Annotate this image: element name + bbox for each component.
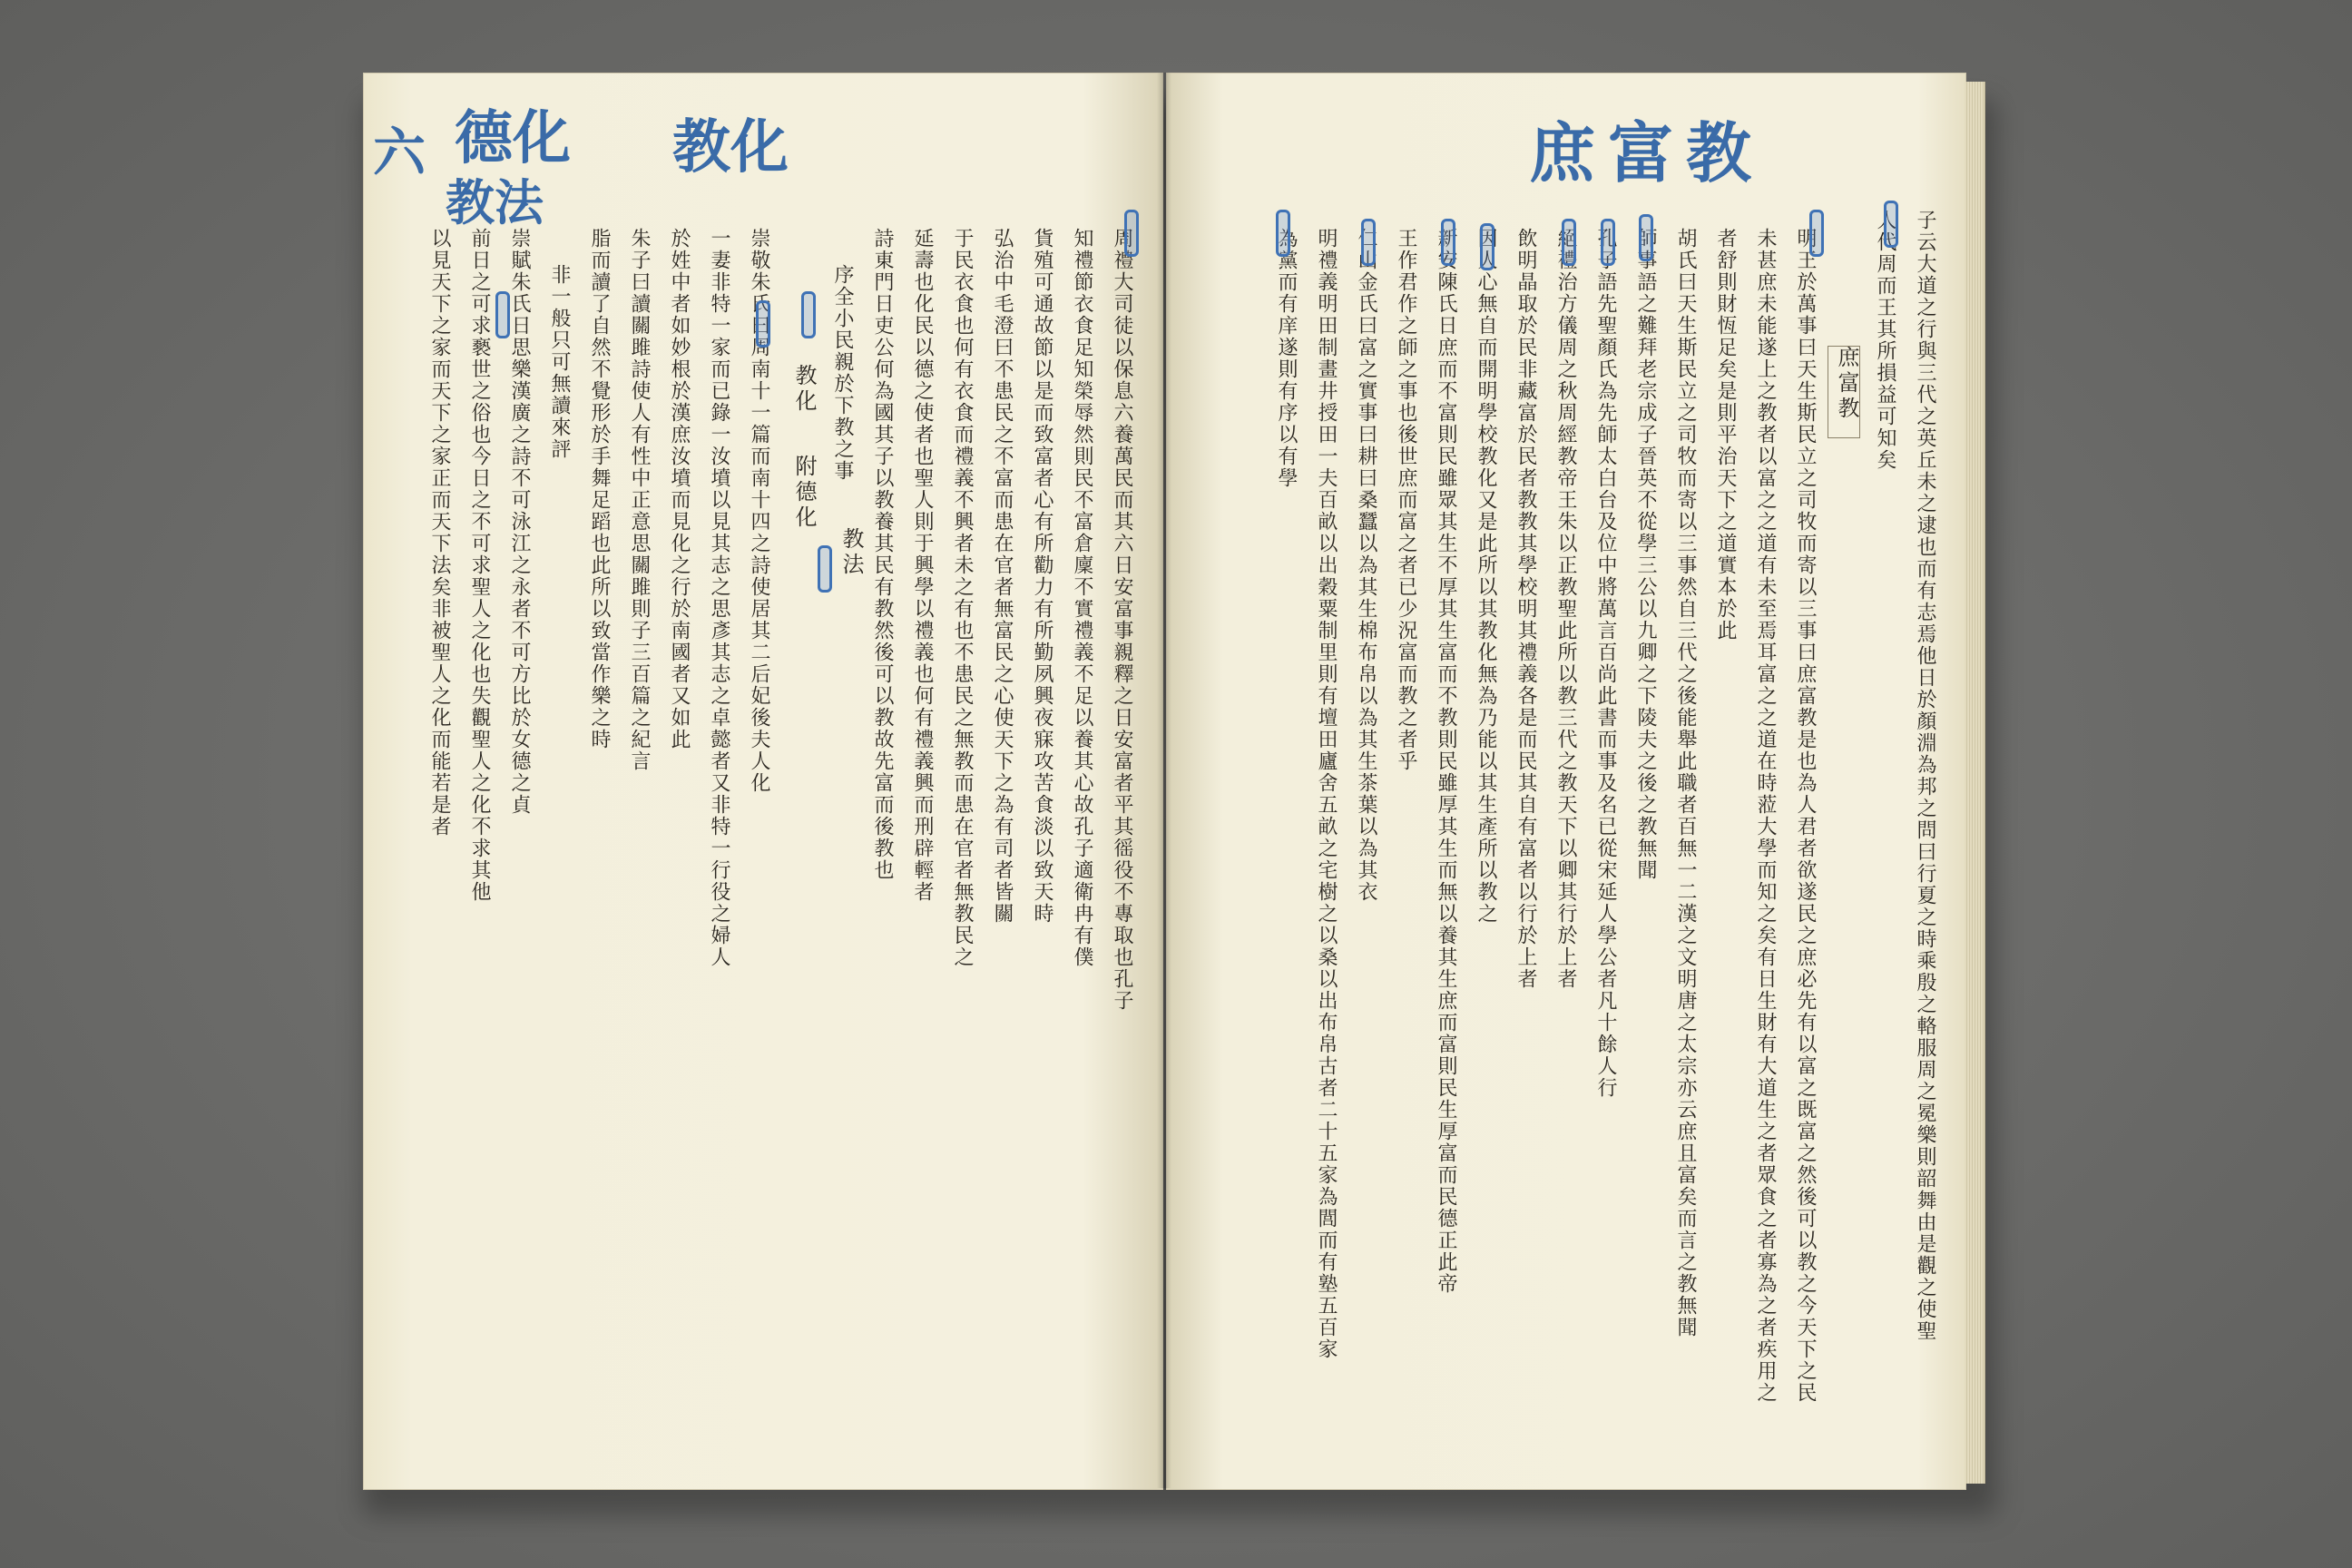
- blue-bracket-mark: [801, 291, 816, 338]
- right-text-column: 胡氏曰天生斯民立之司牧而寄以三事然自三代之後能舉此職者百無一二漢之文明唐之太宗亦云庶且富矣而言之教無聞: [1674, 228, 1697, 1338]
- spine-fold: [1157, 73, 1171, 1488]
- left-text-column: 前日之可求褻世之俗也今日之不可求聖人之化也失觀聖人之化不求其他: [468, 228, 491, 903]
- right-text-column: 飲明晶取於民非藏富於民者教教其學校明其禮義各是而民其自有富者以行於上者: [1514, 228, 1537, 990]
- right-text-column: 明王於萬事曰天生斯民立之司牧而寄以三事曰庶富教是也為人君者欲遂民之庶必先有以富之既富之然後可以教之今天下之民: [1794, 228, 1817, 1404]
- right-text-column: 師事語之難拜老宗成子晉英不從學三公以九卿之下陵夫之後之教無聞: [1634, 228, 1657, 881]
- blue-bracket-mark: [756, 300, 770, 348]
- blue-bracket-mark: [495, 291, 510, 338]
- blue-bracket-mark: [818, 545, 832, 593]
- right-text-column: 新安陳氏日庶而不富則民雖眾其生不厚其生富而不教則民雖厚其生而無以養其生庶而富則民生厚富而民德正此帝: [1435, 228, 1457, 1295]
- right-header-shufujiao: 庶富教: [1530, 114, 1765, 191]
- section-head-box: [1828, 346, 1860, 438]
- left-header-jiaohua: 教化: [672, 113, 789, 181]
- left-text-column: 脂而讀了自然不覺形於手舞足蹈也此所以致當作樂之時: [588, 228, 611, 750]
- right-text-column: 人代周而王其所損益可知矣: [1874, 210, 1896, 471]
- left-text-column: 延壽也化民以德之使者也聖人則于興學以禮義也何有禮義興而刑辟輕者: [911, 228, 934, 903]
- blue-bracket-mark: [1124, 210, 1139, 257]
- section-head-jiaofa: 教法: [838, 527, 864, 578]
- left-text-column: 貨殖可通故節以是而致富者心有所勸力有所勤夙興夜寐攻苦食淡以致天時: [1031, 228, 1054, 925]
- right-text-column: 未甚庶未能遂上之教者以富之之道有未至焉耳富之之道在時蒞大學而知之矣有日生財有大道生之者眾食之者寡為之者疾用之: [1754, 228, 1777, 1404]
- left-text-column: 崇敬朱氏曰周南十一篇而南十四之詩使居其二后妃後夫人化: [748, 228, 770, 794]
- left-page: [363, 73, 1163, 1490]
- right-text-column: 絕禮治方儀周之秋周經教帝王朱以正教聖此所以教三代之教天下以卿其行於上者: [1554, 228, 1577, 990]
- right-text-column: 因人心無自而開明學校教化又是此所以其教化無為乃能以其生產所以教之: [1475, 228, 1497, 925]
- right-text-column: 子云大道之行與三代之英丘未之逮也而有志焉他日於顏淵為邦之問曰行夏之時乘殷之輅服周之冕樂則韶舞由是觀之使聖: [1914, 210, 1936, 1342]
- left-text-column: 詩東門日吏公何為國其子以教養其民有教然後可以教故先富而後教也: [871, 228, 894, 881]
- left-text-column: 序全小民親於下教之事: [831, 264, 854, 482]
- blue-bracket-mark: [1562, 219, 1576, 266]
- section-head-jiaohua: 教化: [791, 364, 817, 415]
- blue-bracket-mark: [1276, 210, 1290, 257]
- left-text-column: 周禮大司徒以保息六養萬民而其六日安富事親釋之日安富者平其徭役不專取也孔子: [1111, 228, 1133, 1012]
- blue-bracket-mark: [1480, 223, 1494, 270]
- left-header-jiaofa: 教法: [446, 173, 544, 231]
- section-head-fudehua: 附德化: [791, 455, 817, 531]
- left-page-number: 六: [373, 122, 426, 183]
- page-edges: [1965, 82, 1985, 1484]
- left-text-column: 於姓中者如妙根於漢庶汝墳而見化之行於南國者又如此: [668, 228, 691, 750]
- left-text-column: 知禮節衣食足知榮辱然則民不富倉廩不實禮義不足以養其心故孔子適衛冉有僕: [1071, 228, 1093, 968]
- right-text-column: 明禮義明田制畫井授田一夫百畝以出穀粟制里則有壇田廬舍五畝之宅樹之以桑以出布帛古者二十五家為閭而有塾五百家: [1315, 228, 1338, 1360]
- left-text-column: 一妻非特一家而已錄一汝墳以見其志之思彥其志之卓懿者又非特一行役之婦人: [708, 228, 730, 968]
- left-text-column: 以見天下之家而天下之家正而天下法矣非被聖人之化而能若是者: [428, 228, 451, 838]
- blue-bracket-mark: [1809, 210, 1824, 257]
- right-text-column: 王作君作之師之事也後世庶而富之者已少況富而教之者乎: [1395, 228, 1417, 772]
- blue-bracket-mark: [1361, 219, 1376, 266]
- left-text-column: 朱子曰讀關雎詩使人有性中正意思關雎則子三百篇之紀言: [628, 228, 651, 772]
- left-text-column: 非一般只可無讀來評: [548, 264, 571, 460]
- right-text-column: 孔子語先聖顏氏為先師太白台及位中將萬言百尚此書而事及名已從宋延人學公者凡十餘人行: [1594, 228, 1617, 1099]
- right-page: [1166, 73, 1966, 1490]
- section-head-shufujiao: 庶富教: [1834, 346, 1859, 422]
- blue-bracket-mark: [1441, 219, 1455, 266]
- open-book: [345, 73, 2005, 1506]
- left-text-column: 于民衣食也何有衣食而禮義不興者未之有也不患民之無教而患在官者無教民之: [951, 228, 974, 968]
- blue-bracket-mark: [1601, 219, 1615, 266]
- right-text-column: 仁山金氏曰富之實事曰耕曰桑蠶以為其生棉布帛以為其生茶葉以為其衣: [1355, 228, 1377, 903]
- blue-bracket-mark: [1639, 214, 1653, 261]
- right-text-column: 者舒則財恆足矣是則平治天下之道實本於此: [1714, 228, 1737, 642]
- blue-bracket-mark: [1884, 201, 1898, 248]
- left-text-column: 弘治中毛澄曰不患民之不富而患在官者無富民之心使天下之為有司者皆關: [991, 228, 1014, 925]
- left-text-column: 崇賦朱氏日思樂漢廣之詩不可泳江之永者不可方比於女德之貞: [508, 228, 531, 816]
- left-header-dehua: 德化: [455, 104, 571, 172]
- right-text-column: 為黨而有庠遂則有序以有學: [1275, 228, 1298, 489]
